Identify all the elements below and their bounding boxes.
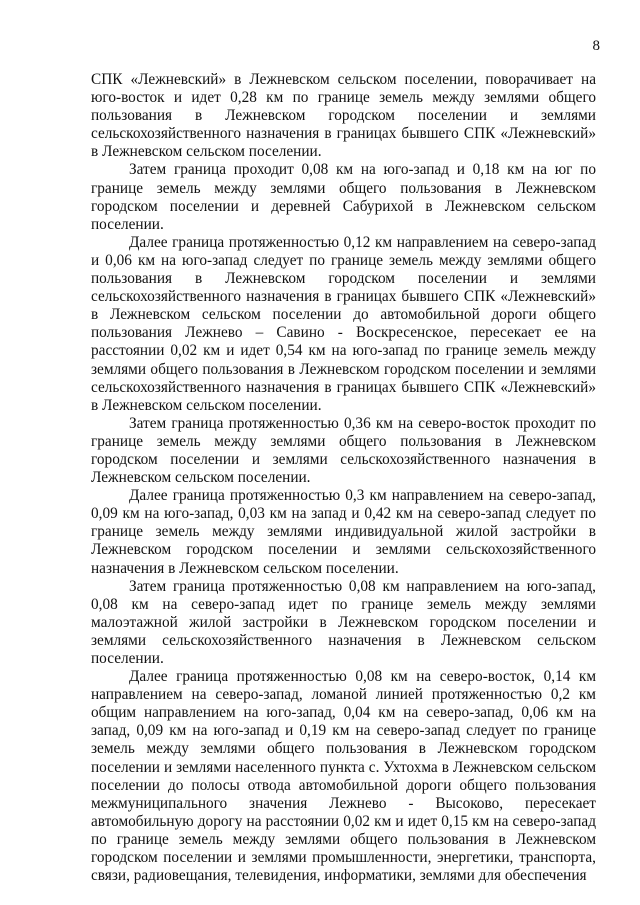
document-body (91, 71, 596, 885)
page-number: 8 (592, 38, 600, 54)
paragraph: Затем граница проходит 0,08 км на юго-запад и 0,18 км на юг по границе земель между землями общего пользования в Лежневском городском поселении и деревней Сабурихой в Лежневском сельском поселении. (91, 161, 596, 233)
paragraph: СПК «Лежневский» в Лежневском сельском поселении, поворачивает на юго-восток и идет 0,28 км по границе земель между землями общего пользования в Лежневском городском поселении и землями сельскохозяйственного назначения в границах бывшего СПК «Лежневский» в Лежневском сельском поселении. (91, 71, 596, 161)
paragraph: Затем граница протяженностью 0,08 км направлением на юго-запад, 0,08 км на северо-запад идет по границе земель между землями малоэтажной жилой застройки в Лежневском городском поселении и землями сельскохозяйственного назначения в Лежневском сельском поселении. (91, 577, 596, 667)
paragraph: Далее граница протяженностью 0,3 км направлением на северо-запад, 0,09 км на юго-запад, 0,03 км на запад и 0,42 км на северо-запад следует по границе земель между землями индивидуальной жилой застройки в Лежневском городском поселении и землями сельскохозяйственного назначения в Лежневском сельском поселении. (91, 487, 596, 577)
paragraph: Далее граница протяженностью 0,12 км направлением на северо-запад и 0,06 км на юго-запад следует по границе земель между землями общего пользования в Лежневском городском поселении и землями сельскохозяйственного назначения в границах бывшего СПК «Лежневский» в Лежневском сельском поселении до автомобильной дороги общего пользования Лежнево – Савино - Воскресенское, пересекает ее на расстоянии 0,02 км и идет 0,54 км на юго-запад по границе земель между землями общего пользования в Лежневском городском поселении и землями сельскохозяйственного назначения в границах бывшего СПК «Лежневский» в Лежневском сельском поселении. (91, 233, 596, 414)
paragraph: Далее граница протяженностью 0,08 км на северо-восток, 0,14 км направлением на северо-запад, ломаной линией протяженностью 0,2 км общим направлением на юго-запад, 0,04 км на северо-запад, 0,06 км на запад, 0,09 км на юго-запад и 0,19 км на северо-запад следует по границе земель между землями общего пользования в Лежневском городском поселении и землями населенного пункта с. Ухтохма в Лежневском сельском поселении до полосы отвода автомобильной дороги общего пользования межмуниципального значения Лежнево - Высоково, пересекает автомобильную дорогу на расстоянии 0,02 км и идет 0,15 км на северо-запад по границе земель между землями общего пользования в Лежневском городском поселении и землями промышленности, энергетики, транспорта, связи, радиовещания, телевидения, информатики, землями для обеспечения (91, 668, 596, 885)
paragraph: Затем граница протяженностью 0,36 км на северо-восток проходит по границе земель между землями общего пользования в Лежневском городском поселении и землями сельскохозяйственного назначения в Лежневском сельском поселении. (91, 414, 596, 487)
